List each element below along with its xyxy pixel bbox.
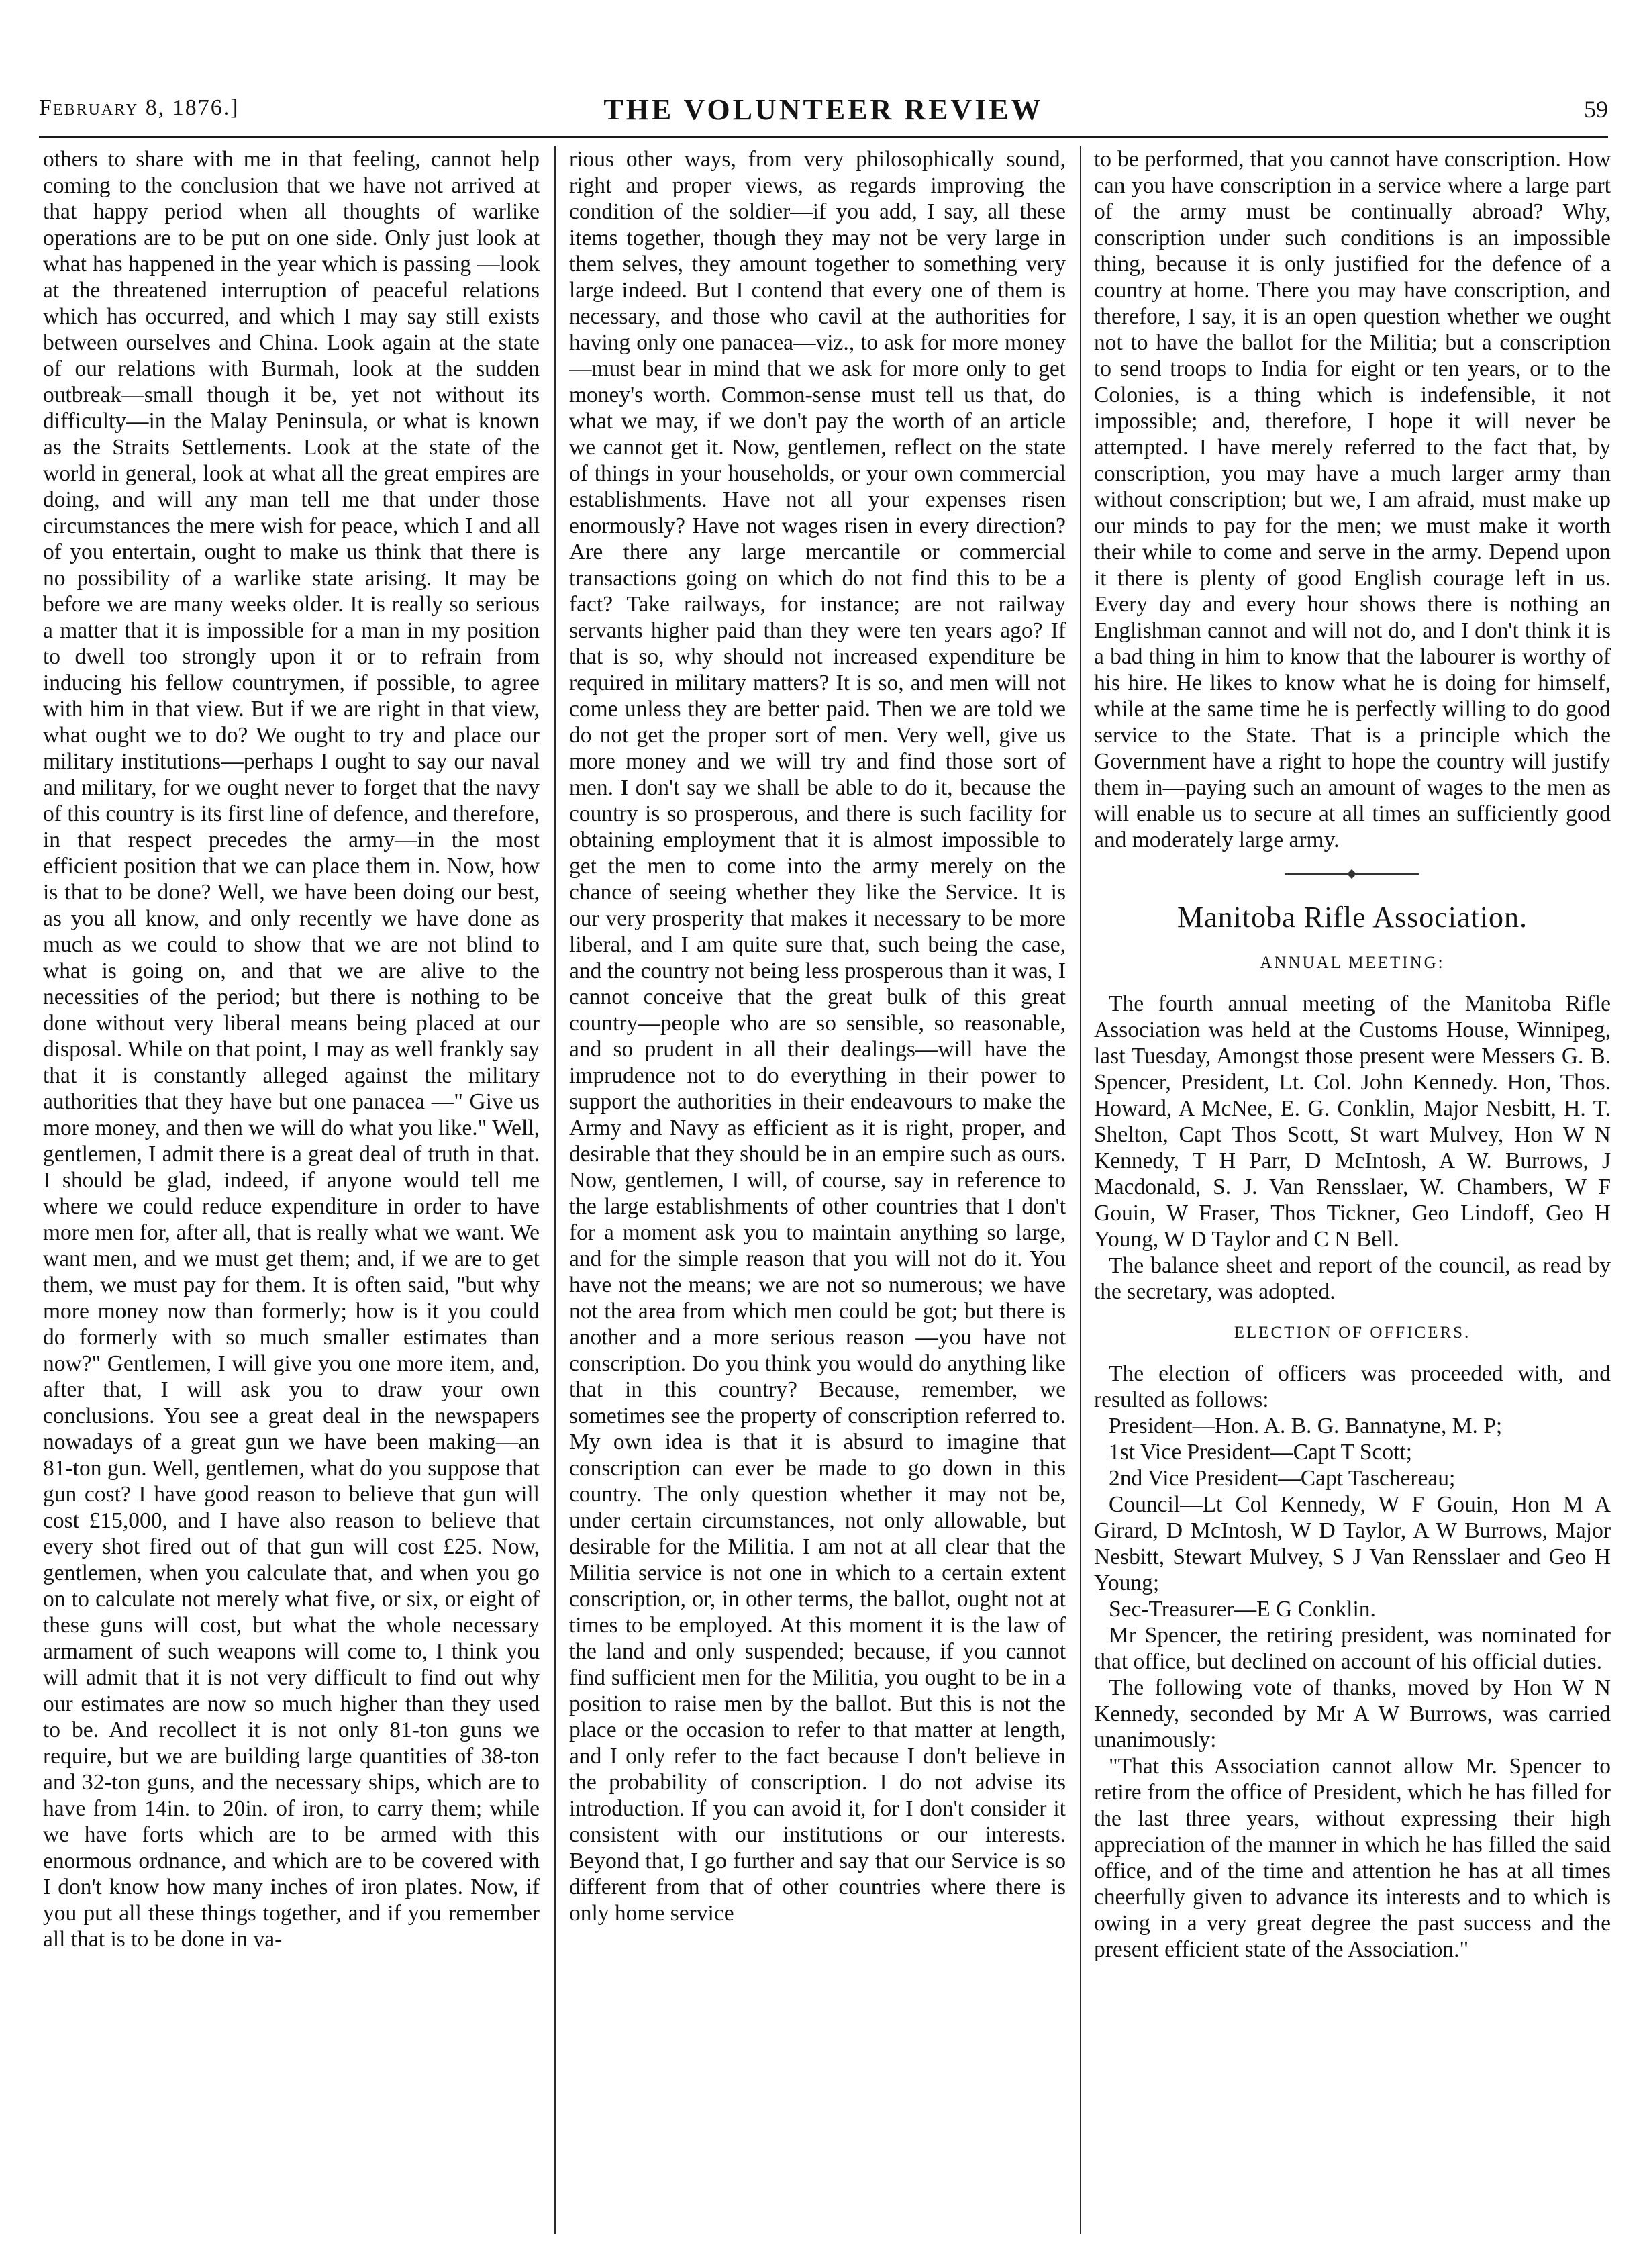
article-paragraph: rious other ways, from very philosophically sound, right and proper views, as regards improving the condition of the soldier—if you add, I say, all these items together, though they may not be very large in them selves, they amount together to something very large indeed. But I contend that every one of them is necessary, and those who cavil at the authorities for having only one panacea—viz., to ask for more money—must bear in mind that we ask for more only to get money's worth. Common-sense must tell us that, do what we may, if we don't pay the worth of an article we cannot get it. Now, gentlemen, reflect on the state of things in your households, or your own commercial establishments. Have not all your expenses risen enormously? Have not wages risen in every direction? Are there any large mercantile or commercial transactions going on which do not find this to be a fact? Take railways, for instance; are not railway servants higher paid than they were ten years ago? If that is so, why should not increased expenditure be required in military matters? It is so, and men will not come unless they are better paid. Then we are told we do not get the proper sort of men. Very well, give us more money and we will try and find those sort of men. I don't say we shall be able to do it, because the country is so prosperous, and there is such facility for obtaining employment that it is almost impossible to get the men to come into the army merely on the chance of seeing whether they like the Service. It is our very prosperity that makes it necessary to be more liberal, and I am quite sure that, such being the case, and the country not being less prosperous than it was, I cannot conceive that the great bulk of this great country—people who are so sensible, so reasonable, and so prudent in all their dealings—will have the imprudence not to do everything in their power to support the authorities in their endeavours to make the Army and Navy as efficient as it is right, proper, and desirable that they should be in an empire such as ours. Now, gentlemen, I will, of course, say in reference to the large establishments of other countries that I don't for a moment ask you to maintain anything so large, and for the simple reason that you will not do it. You have not the means; we are not so numerous; we have not the area from which men could be got; but there is another and a more serious reason —you have not conscription. Do you think you would do anything like that in this country? Because, remember, we sometimes see the property of conscription referred to. My own idea is that it is absurd to imagine that conscription can ever be made to go down in this country. The only question whether it may not be, under certain circumstances, not only allowable, but desirable for the Militia. I am not at all clear that the Militia service is not one in which to a certain extent conscription, or, in other terms, the ballot, ought not at times to be employed. At this moment it is the law of the land and only suspended; because, if you cannot find sufficient men for the Militia, you ought to be in a position to raise men by the ballot. But this is not the place or the occasion to refer to that matter at length, and I only refer to the fact because I don't believe in the probability of conscription. I do not advise its introduction. If you can avoid it, for I don't consider it consistent with our institutions or our interests. Beyond that, I go further and say that our Service is so different from that of other countries where there is only home service: [569, 147, 1066, 1926]
header-rule: [39, 136, 1608, 138]
column-divider: [1080, 146, 1081, 2234]
column-three: [1094, 146, 1611, 2240]
article-paragraph: others to share with me in that feeling, cannot help coming to the conclusion that we have not arrived at that happy period when all thoughts of warlike operations are to be put on one side. Only just look at what has happened in the year which is passing —look at the threatened interruption of peaceful relations which has occurred, and which I may say still exists between ourselves and China. Look again at the state of our relations with Burmah, look at the sudden outbreak—small though it be, yet not without its difficulty—in the Malay Peninsula, or what is known as the Straits Settlements. Look at the state of the world in general, look at what all the great empires are doing, and will any man tell me that under those circumstances the mere wish for peace, which I and all of you entertain, ought to make us think that there is no possibility of a warlike state arising. It may be before we are many weeks older. It is really so serious a matter that it is impossible for a man in my position to dwell too strongly upon it or to refrain from inducing his fellow countrymen, if possible, to agree with him in that view. But if we are right in that view, what ought we to do? We ought to try and place our military institutions—perhaps I ought to say our naval and military, for we ought never to forget that the navy of this country is its first line of defence, and therefore, in that respect precedes the army—in the most efficient position that we can place them in. Now, how is that to be done? Well, we have been doing our best, as you all know, and only recently we have done as much as we could to show that we are not blind to what is going on, and that we are alive to the necessities of the period; but there is nothing to be done without very liberal means being placed at our disposal. While on that point, I may as well frankly say that it is constantly alleged against the military authorities that they have but one panacea —" Give us more money, and then we will do what you like." Well, gentlemen, I admit there is a great deal of truth in that. I should be glad, indeed, if anyone would tell me where we could reduce expenditure in order to have more men for, after all, that is really what we want. We want men, and we must get them; and, if we are to get them, we must pay for them. It is often said, "but why more money now than formerly; how is it you could do formerly with so much smaller estimates than now?" Gentlemen, I will give you one more item, and, after that, I will ask you to draw your own conclusions. You see a great deal in the newspapers nowadays of a great gun we have been making—an 81-ton gun. Well, gentlemen, what do you suppose that gun cost? I have good reason to believe that gun will cost £15,000, and I have also reason to believe that every shot fired out of that gun will cost £25. Now, gentlemen, when you calculate that, and when you go on to calculate not merely what five, or six, or eight of these guns will cost, but what the whole necessary armament of such weapons will come to, I think you will admit that it is not very difficult to find out why our estimates are now so much higher than they used to be. And recollect it is not only 81-ton guns we require, but we are building large quantities of 38-ton and 32-ton guns, and the necessary ships, which are to have from 14in. to 20in. of iron, to carry them; while we have forts which are to be armed with this enormous ordnance, and which are to be covered with I don't know how many inches of iron plates. Now, if you put all these things together, and if you remember all that is to be done in va-: [43, 147, 540, 1952]
article-paragraph: The fourth annual meeting of the Manitoba Rifle Association was held at the Customs House, Winnipeg, last Tuesday, Amongst those present were Messers G. B. Spencer, President, Lt. Col. John Kennedy. Hon, Thos. Howard, A McNee, E. G. Conklin, Major Nesbitt, H. T. Shelton, Capt Thos Scott, St wart Mulvey, Hon W N Kennedy, T H Parr, D McIntosh, A W. Burrows, J Macdonald, S. J. Van Rensslaer, W. Chambers, W F Gouin, W Fraser, Thos Tickner, Geo Lindoff, Geo H Young, W D Taylor and C N Bell.: [1094, 991, 1611, 1252]
article-paragraph: The balance sheet and report of the council, as read by the secretary, was adopted.: [1094, 1253, 1611, 1304]
officer-entry: President—Hon. A. B. G. Bannatyne, M. P;: [1109, 1414, 1503, 1438]
section-separator: [1285, 873, 1419, 875]
column-one: [43, 146, 540, 2240]
column-two: [569, 146, 1066, 2240]
section-heading: Manitoba Rifle Association.: [1177, 901, 1528, 934]
article-paragraph: The election of officers was proceeded with, and resulted as follows:: [1094, 1361, 1611, 1412]
subheading-election: ELECTION OF OFFICERS.: [1234, 1324, 1471, 1342]
page-number: 59: [1584, 96, 1608, 123]
officer-entry: 1st Vice President—Capt T Scott;: [1109, 1440, 1413, 1465]
issue-date: February 8, 1876.]: [39, 95, 240, 120]
officer-entry: Council—Lt Col Kennedy, W F Gouin, Hon M A Girard, D McIntosh, W D Taylor, A W Burrows, Major Nesbitt, Stewart Mulvey, S J Van Rensslaer and Geo H Young;: [1094, 1492, 1611, 1595]
article-paragraph: Mr Spencer, the retiring president, was nominated for that office, but declined on account of his official duties.: [1094, 1623, 1611, 1674]
page-header: [39, 93, 1608, 136]
article-paragraph: to be performed, that you cannot have conscription. How can you have conscription in a service where a large part of the army must be continually abroad? Why, conscription under such conditions is an impossible thing, because it is only justified for the defence of a country at home. There you may have conscription, and therefore, I say, it is an open question whether we ought not to have the ballot for the Militia; but a conscription to send troops to India for eight or ten years, or to the Colonies, is a thing which is indefensible, it not impossible; and, therefore, I hope it will never be attempted. I have merely referred to the fact that, by conscription, you may have a much larger army than without conscription; but we, I am afraid, must make up our minds to pay for the men; we must make it worth their while to come and serve in the army. Depend upon it there is plenty of good English courage left in us. Every day and every hour shows there is nothing an Englishman cannot and will not do, and I don't think it is a bad thing in him to know that the labourer is worthy of his hire. He likes to know what he is doing for himself, while at the same time he is perfectly willing to do good service to the State. That is a principle which the Government have a right to hope the country will justify them in—paying such an amount of wages to the men as will enable us to secure at all times an sufficiently good and moderately large army.: [1094, 147, 1611, 852]
article-paragraph: The following vote of thanks, moved by Hon W N Kennedy, seconded by Mr A W Burrows, was carried unanimously:: [1094, 1675, 1611, 1753]
officer-entry: 2nd Vice President—Capt Taschereau;: [1109, 1466, 1456, 1491]
article-paragraph: "That this Association cannot allow Mr. Spencer to retire from the office of President, which he has filled for the last three years, without expressing their high appreciation of the manner in which he has filled the said office, and of the time and attention he has at all times cheerfully given to advance its interests and to which is owing in a very great degree the past success and the present efficient state of the Association.": [1094, 1754, 1611, 1962]
subheading-annual-meeting: ANNUAL MEETING:: [1260, 954, 1445, 972]
officer-entry: Sec-Treasurer—E G Conklin.: [1109, 1597, 1376, 1622]
column-divider: [554, 146, 556, 2234]
publication-title: THE VOLUNTEER REVIEW: [603, 93, 1044, 126]
